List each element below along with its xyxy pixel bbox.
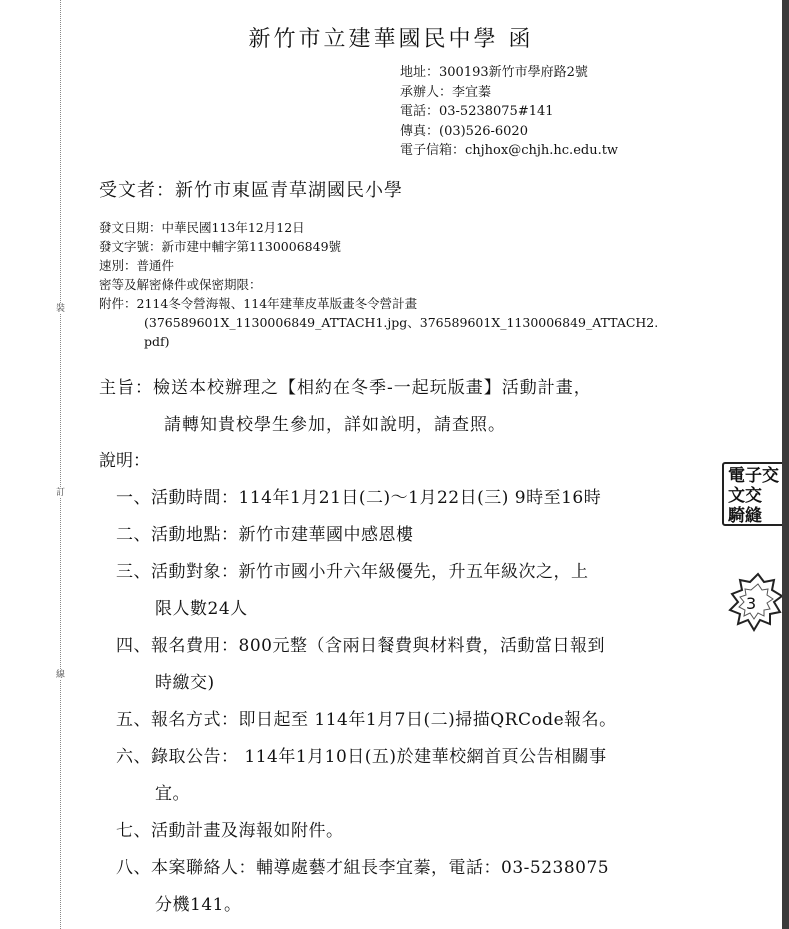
sender-address: 地址：300193新竹市學府路2號 xyxy=(400,65,588,80)
subject-line-1: 主旨：檢送本校辦理之【相約在冬季-一起玩版畫】活動計畫， xyxy=(99,378,592,398)
explanation-item xyxy=(116,628,716,702)
document-title: 新竹市立建華國民中學 函 xyxy=(248,27,534,52)
issue-date: 發文日期：中華民國113年12月12日 xyxy=(99,220,305,235)
explanation-item xyxy=(116,702,716,739)
sender-email: 電子信箱：chjhox@chjh.hc.edu.tw xyxy=(400,143,619,158)
sender-contact-person: 承辦人：李宜蓁 xyxy=(400,84,492,100)
explanation-item xyxy=(116,813,716,850)
item-text: 一、活動時間：114年1月21日(二)～1月22日(三) 9時至16時 xyxy=(116,488,602,508)
item-text: 二、活動地點：新竹市建華國中感恩樓 xyxy=(116,525,414,545)
delivery-speed: 速別：普通件 xyxy=(99,258,175,273)
explanation-label: 說明： xyxy=(99,451,150,471)
explanation-item xyxy=(116,739,716,813)
item-text: 四、報名費用：800元整（含兩日餐費與材料費，活動當日報到 xyxy=(116,636,605,656)
subject xyxy=(99,370,719,444)
item-text-cont: 宜。 xyxy=(155,784,190,804)
item-text: 五、報名方式：即日起至 114年1月7日(二)掃描QRCode報名。 xyxy=(116,710,617,730)
item-text: 六、錄取公告： 114年1月10日(五)於建華校網首頁公告相關事 xyxy=(116,747,607,767)
attachment-files: (376589601X_1130006849_ATTACH1.jpg、376589601X_1130006849_ATTACH2. xyxy=(144,315,659,330)
stamp-line-1: 電子交 xyxy=(728,466,779,486)
item-text-cont: 時繳交) xyxy=(155,673,215,693)
classification: 密等及解密條件或保密期限： xyxy=(99,277,262,292)
stamp-box xyxy=(722,462,782,526)
attachments: 附件：2114冬令營海報、114年建華皮革版畫冬令營計畫 xyxy=(99,296,418,311)
explanation-item xyxy=(116,480,716,517)
sender-info xyxy=(400,63,618,161)
binding-mark-ding: 訂 xyxy=(56,488,66,498)
sender-fax: 傳真：(03)526-6020 xyxy=(400,123,528,139)
item-text-cont: 分機141。 xyxy=(155,895,242,915)
explanation-item xyxy=(116,850,716,924)
stamp-line-3: 騎縫 xyxy=(728,506,762,526)
binding-mark-xian: 線 xyxy=(56,670,66,680)
sender-phone: 電話：03-5238075#141 xyxy=(400,104,554,119)
recipient: 受文者：新竹市東區青草湖國民小學 xyxy=(99,180,403,201)
binding-mark-zhuang: 裝 xyxy=(56,304,66,314)
subject-line-2: 請轉知貴校學生參加，詳如說明，請查照。 xyxy=(164,415,506,435)
seam-seal-icon xyxy=(728,572,782,638)
electronic-stamp xyxy=(720,458,782,528)
explanation-item xyxy=(116,517,716,554)
item-text-cont: 限人數24人 xyxy=(155,599,248,619)
item-text: 三、活動對象：新竹市國小升六年級優先，升五年級次之，上 xyxy=(116,562,589,582)
attachment-files-cont: pdf) xyxy=(144,334,170,349)
item-text: 八、本案聯絡人：輔導處藝才組長李宜蓁，電話：03-5238075 xyxy=(116,858,610,878)
explanation-items xyxy=(116,480,716,924)
document-meta xyxy=(99,218,658,351)
stamp-line-2: 文交 xyxy=(728,486,762,506)
seal-number: 3 xyxy=(746,594,757,613)
item-text: 七、活動計畫及海報如附件。 xyxy=(116,821,344,841)
document-number: 發文字號：新市建中輔字第1130006849號 xyxy=(99,239,342,254)
viewer-right-edge xyxy=(782,0,789,929)
binding-line xyxy=(60,0,61,929)
explanation-item xyxy=(116,554,716,628)
